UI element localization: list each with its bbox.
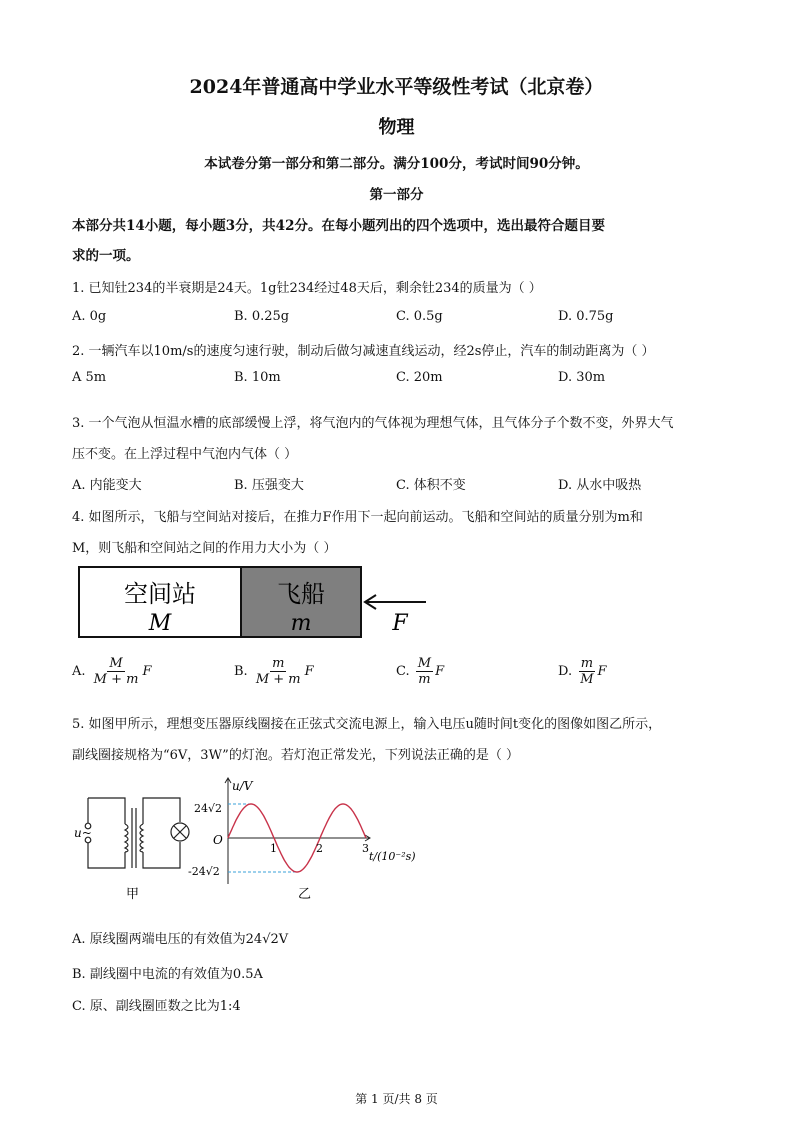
q4-b-tail: F [304,664,314,679]
force-label: F [392,611,408,636]
q3-stem-line2: 压不变。在上浮过程中气泡内气体（ ） [72,447,298,462]
q4-stem-line2: M，则飞船和空间站之间的作用力大小为（ ） [72,541,337,556]
q4-c-tail: F [435,664,445,679]
q4-option-a [72,656,152,687]
q3-option-d: D. 从水中吸热 [558,478,642,493]
q4-option-a-label: A. [72,664,86,679]
figure-jia-label: 甲 [126,887,140,902]
q4-a-den: M + m [93,672,139,687]
q1-option-d: D. 0.75g [558,309,614,324]
wave-group [225,778,370,884]
q5-stem-line2: 副线圈接规格为“6V，3W”的灯泡。若灯泡正常发光，下列说法正确的是（ ） [72,748,519,763]
secondary-wire-bottom [143,842,180,868]
figure-yi-label: 乙 [298,887,312,902]
part-desc-line1: 本部分共14小题，每小题3分，共42分。在每小题列出的四个选项中，选出最符合题目要 [72,218,605,234]
q4-option-c [396,656,444,687]
secondary-wire-top [143,798,180,824]
q5-option-b: B. 副线圈中电流的有效值为0.5A [72,967,263,982]
ship-mass-label: m [290,611,312,636]
subject-title: 物理 [378,117,415,138]
q4-d-tail: F [597,664,607,679]
page-footer: 第 1 页/共 8 页 [355,1092,438,1106]
q4-c-num: M [417,656,432,671]
x-tick-label-1: 1 [270,842,277,855]
source-label: u~ [74,826,92,840]
q4-option-c-label: C. [396,664,410,679]
q4-option-d-label: D. [558,664,573,679]
q4-option-b [234,656,314,687]
q4-a-num: M [109,656,123,671]
q4-option-b-fraction [254,656,303,687]
q4-stem-line1: 4. 如图所示，飞船与空间站对接后，在推力F作用下一起向前运动。飞船和空间站的质量分别为m和 [72,510,643,525]
q4-option-b-label: B. [234,664,248,679]
y-axis-label: u/V [232,779,253,793]
x-axis-label: t/(10⁻²s) [369,850,416,863]
q4-a-tail: F [142,664,152,679]
y-tick-negative: -24√2 [188,865,220,878]
q1-option-c: C. 0.5g [396,309,443,324]
q4-b-den: M + m [255,672,301,687]
q4-b-num: m [272,656,285,671]
q2-option-a: A 5m [72,370,107,385]
q4-docking-figure [76,564,436,642]
q4-option-a-fraction [92,656,141,687]
q3-option-a: A. 内能变大 [72,478,142,493]
station-label: 空间站 [124,580,196,608]
q2-option-b: B. 10m [234,370,281,385]
q5-option-c: C. 原、副线圈匝数之比为1:4 [72,999,241,1014]
q4-c-den: m [418,672,431,687]
q4-option-c-fraction [416,656,433,687]
q4-d-den: M [580,672,594,687]
q3-stem-line1: 3. 一个气泡从恒温水槽的底部缓慢上浮，将气泡内的气体视为理想气体，且气体分子个数不变，外界大气 [72,416,674,431]
q4-option-d-fraction [578,656,595,687]
exam-intro: 本试卷分第一部分和第二部分。满分100分，考试时间90分钟。 [204,156,589,172]
station-mass-label: M [148,611,172,636]
secondary-coil [140,824,143,852]
primary-wire-bottom [88,843,125,868]
q5-voltage-graph [186,772,426,908]
q1-option-b: B. 0.25g [234,309,290,324]
q5-option-a: A. 原线圈两端电压的有效值为24√2V [72,932,289,947]
exam-title: 2024年普通高中学业水平等级性考试（北京卷） [189,76,604,98]
q4-d-num: m [580,656,594,671]
part-desc-line2: 求的一项。 [72,248,140,264]
primary-wire-top [88,798,125,824]
q2-stem: 2. 一辆汽车以10m/s的速度匀速行驶，制动后做匀减速直线运动，经2s停止，汽车的制动距离为（ ） [72,344,655,359]
q1-option-a: A. 0g [72,309,107,324]
x-tick-label-3: 3 [362,842,369,855]
y-tick-positive: 24√2 [194,802,223,815]
x-tick-label-2: 2 [316,842,323,855]
part-title: 第一部分 [369,187,424,203]
q4-option-d [558,656,607,687]
q3-option-b: B. 压强变大 [234,478,304,493]
q3-option-c: C. 体积不变 [396,478,466,493]
q2-option-d: D. 30m [558,370,606,385]
origin-label: O [213,833,223,847]
q5-stem-line1: 5. 如图甲所示，理想变压器原线圈接在正弦式交流电源上，输入电压u随时间t变化的图像如图乙所示， [72,717,662,732]
q2-option-c: C. 20m [396,370,443,385]
primary-coil [125,824,128,852]
q5-transformer-figure [70,788,200,908]
ship-label: 飞船 [277,580,325,608]
q1-stem: 1. 已知钍234的半衰期是24天。1g钍234经过48天后，剩余钍234的质量为（ ） [72,281,542,296]
